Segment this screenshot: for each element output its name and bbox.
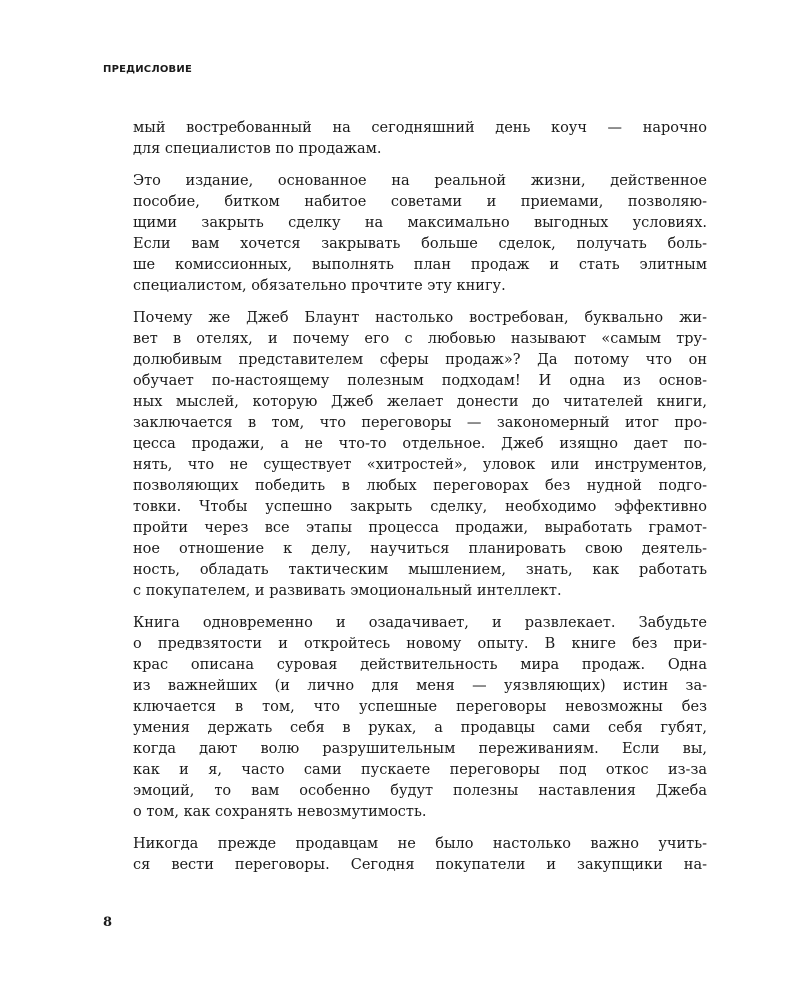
text-line: Это издание, основанное на реальной жизни, действенное bbox=[133, 173, 707, 189]
text-line: Никогда прежде продавцам не было настолько важно учить- bbox=[133, 836, 707, 852]
text-line: ся вести переговоры. Сегодня покупатели и закупщики на- bbox=[133, 857, 707, 873]
text-line: мый востребованный на сегодняшний день коуч — нарочно bbox=[133, 120, 707, 136]
text-line: крас описана суровая действительность мира продаж. Одна bbox=[133, 657, 707, 673]
running-head: ПРЕДИСЛОВИЕ bbox=[103, 64, 192, 75]
text-line: с покупателем, и развивать эмоциональный интеллект. bbox=[133, 583, 562, 599]
page-number: 8 bbox=[103, 915, 113, 930]
paragraph-5 bbox=[133, 834, 707, 876]
text-line: для специалистов по продажам. bbox=[133, 141, 382, 157]
text-line: щими закрыть сделку на максимально выгодных условиях. bbox=[133, 215, 707, 231]
text-line: как и я, часто сами пускаете переговоры под откос из-за bbox=[133, 762, 707, 778]
text-line: Почему же Джеб Блаунт настолько востребован, буквально жи- bbox=[133, 310, 707, 326]
text-line: цесса продажи, а не что-то отдельное. Джеб изящно дает по- bbox=[133, 436, 707, 452]
text-line: обучает по-настоящему полезным подходам! И одна из основ- bbox=[133, 373, 707, 389]
paragraph-3 bbox=[133, 308, 707, 602]
text-line: о том, как сохранять невозмутимость. bbox=[133, 804, 427, 820]
text-line: пособие, битком набитое советами и приемами, позволяю- bbox=[133, 194, 707, 210]
text-line: пройти через все этапы процесса продажи, выработать грамот- bbox=[133, 520, 707, 536]
text-line: о предвзятости и откройтесь новому опыту. В книге без при- bbox=[133, 636, 707, 652]
text-line: ность, обладать тактическим мышлением, знать, как работать bbox=[133, 562, 707, 578]
text-line: заключается в том, что переговоры — закономерный итог про- bbox=[133, 415, 707, 431]
text-line: из важнейших (и лично для меня — уязвляющих) истин за- bbox=[133, 678, 707, 694]
text-line: товки. Чтобы успешно закрыть сделку, необходимо эффективно bbox=[133, 499, 707, 515]
text-line: Если вам хочется закрывать больше сделок, получать боль- bbox=[133, 236, 707, 252]
text-line: умения держать себя в руках, а продавцы сами себя губят, bbox=[133, 720, 707, 736]
text-line: когда дают волю разрушительным переживаниям. Если вы, bbox=[133, 741, 707, 757]
text-line: ное отношение к делу, научиться планировать свою деятель- bbox=[133, 541, 707, 557]
text-line: эмоций, то вам особенно будут полезны наставления Джеба bbox=[133, 783, 707, 799]
body-text bbox=[133, 118, 707, 876]
text-line: позволяющих победить в любых переговорах без нудной подго- bbox=[133, 478, 707, 494]
paragraph-4 bbox=[133, 613, 707, 823]
text-line: вет в отелях, и почему его с любовью называют «самым тру- bbox=[133, 331, 707, 347]
text-line: специалистом, обязательно прочтите эту книгу. bbox=[133, 278, 506, 294]
text-line: Книга одновременно и озадачивает, и развлекает. Забудьте bbox=[133, 615, 707, 631]
text-line: нять, что не существует «хитростей», уловок или инструментов, bbox=[133, 457, 707, 473]
text-line: ше комиссионных, выполнять план продаж и стать элитным bbox=[133, 257, 707, 273]
text-line: долюбивым представителем сферы продаж»? Да потому что он bbox=[133, 352, 707, 368]
paragraph-1 bbox=[133, 118, 707, 160]
text-line: ключается в том, что успешные переговоры невозможны без bbox=[133, 699, 707, 715]
paragraph-2 bbox=[133, 171, 707, 297]
text-line: ных мыслей, которую Джеб желает донести до читателей книги, bbox=[133, 394, 707, 410]
